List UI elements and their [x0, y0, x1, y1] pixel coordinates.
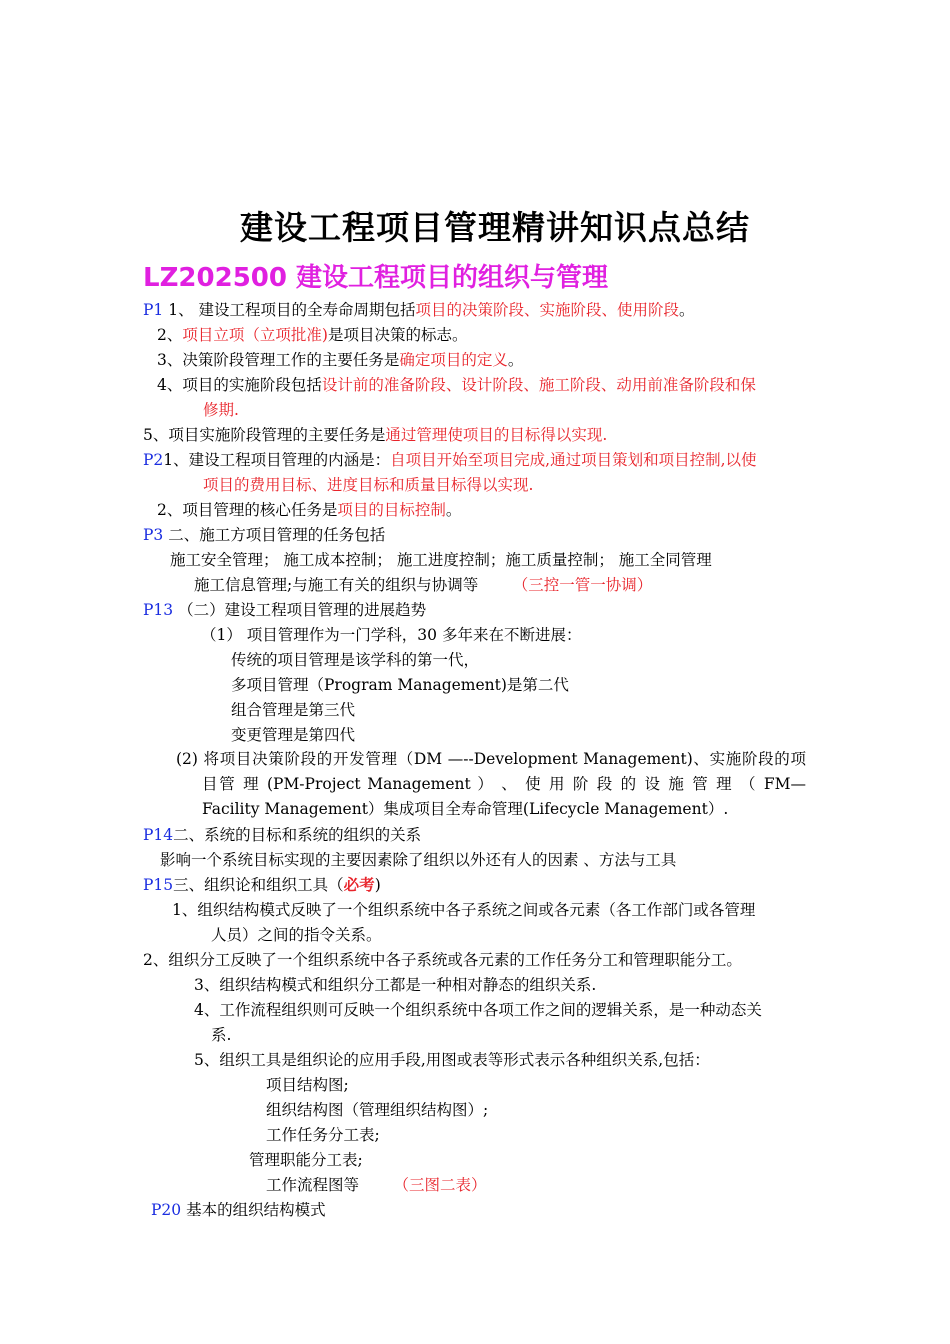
- p15-line-4: 4、工作流程组织则可反映一个组织系统中各项工作之间的逻辑关系，是一种动态关: [194, 1001, 762, 1019]
- p3-line-1: 施工安全管理； 施工成本控制； 施工进度控制；施工质量控制； 施工全同管理: [170, 551, 712, 569]
- p3-heading: P3 二、施工方项目管理的任务包括: [143, 526, 386, 544]
- p13-line-2: 传统的项目管理是该学科的第一代，: [231, 651, 480, 669]
- p15-line-1: 1、组织结构模式反映了一个组织系统中各子系统之间或各元素（各工作部门或各管理: [172, 901, 756, 919]
- p1-line-5: 5、项目实施阶段管理的主要任务是通过管理使项目的目标得以实现.: [143, 426, 608, 444]
- p2-line-1-cont: 项目的费用目标、进度目标和质量目标得以实现.: [203, 476, 534, 494]
- p13-heading: P13 （二）建设工程项目管理的进展趋势: [143, 601, 427, 619]
- page-ref-p14: P14: [143, 826, 174, 844]
- p13-line-3: 多项目管理（Program Management)是第二代: [231, 676, 569, 694]
- tool-item-5: 工作流程图等 （三图二表）: [266, 1176, 487, 1194]
- page-ref-p13: P13: [143, 601, 174, 619]
- page-ref-p15: P15: [143, 876, 174, 894]
- tool-item-1: 项目结构图;: [266, 1076, 349, 1094]
- tool-item-4: 管理职能分工表;: [249, 1151, 363, 1169]
- chapter-heading: LZ202500 建设工程项目的组织与管理: [143, 263, 609, 293]
- p3-line-2: 施工信息管理;与施工有关的组织与协调等 （三控一管一协调）: [194, 576, 653, 594]
- p15-heading: P15三、组织论和组织工具（必考): [143, 875, 381, 894]
- page-ref-p3: P3: [143, 526, 164, 544]
- p15-line-3: 3、组织结构模式和组织分工都是一种相对静态的组织关系.: [194, 976, 597, 994]
- page-ref-p20: P20: [151, 1201, 182, 1219]
- page-ref-p2: P2: [143, 451, 164, 469]
- p14-line-1: 影响一个系统目标实现的主要因素除了组织以外还有人的因素 、方法与工具: [160, 851, 677, 869]
- tool-item-3: 工作任务分工表;: [266, 1126, 380, 1144]
- p1-line-1: P1 1、 建设工程项目的全寿命周期包括项目的决策阶段、实施阶段、使用阶段。: [143, 301, 695, 319]
- p13-line-1: （1） 项目管理作为一门学科，30 多年来在不断进展：: [201, 626, 582, 644]
- p15-line-5: 5、组织工具是组织论的应用手段,用图或表等形式表示各种组织关系,包括：: [194, 1051, 710, 1069]
- p13-line-4: 组合管理是第三代: [231, 701, 356, 719]
- p13-line-5: 变更管理是第四代: [231, 726, 356, 744]
- p14-heading: P14二、系统的目标和系统的组织的关系: [143, 826, 422, 844]
- p1-line-3: 3、决策阶段管理工作的主要任务是确定项目的定义。: [157, 351, 524, 369]
- p1-line-4: 4、项目的实施阶段包括设计前的准备阶段、设计阶段、施工阶段、动用前准备阶段和保: [157, 376, 756, 394]
- p15-line-1-cont: 人员）之间的指令关系。: [211, 926, 382, 944]
- p2-line-2: 2、项目管理的核心任务是项目的目标控制。: [157, 501, 462, 519]
- page-ref-p1: P1: [143, 301, 164, 319]
- p15-line-2: 2、组织分工反映了一个组织系统中各子系统或各元素的工作任务分工和管理职能分工。: [143, 951, 742, 969]
- p1-line-4-cont: 修期.: [203, 401, 239, 419]
- tool-item-2: 组织结构图（管理组织结构图）;: [266, 1101, 489, 1119]
- p2-line-1: P21、建设工程项目管理的内涵是：自项目开始至项目完成,通过项目策划和项目控制,以使: [143, 451, 757, 469]
- p15-line-4-cont: 系.: [211, 1026, 232, 1044]
- p1-line-2: 2、项目立项（立项批准)是项目决策的标志。: [157, 326, 468, 344]
- p13-paragraph-2: (2) 将项目决策阶段的开发管理（DM —--Development Management)、实施阶段的项 目管 理 (PM-Project Management ） 、 使 用 阶 段 的 设 施 管 理 （ FM—Facility Management）集成项目全寿命管理(Lifecycle Management）.: [176, 750, 806, 818]
- document-title: 建设工程项目管理精讲知识点总结: [240, 208, 750, 247]
- p20-heading: P20 基本的组织结构模式: [151, 1201, 326, 1219]
